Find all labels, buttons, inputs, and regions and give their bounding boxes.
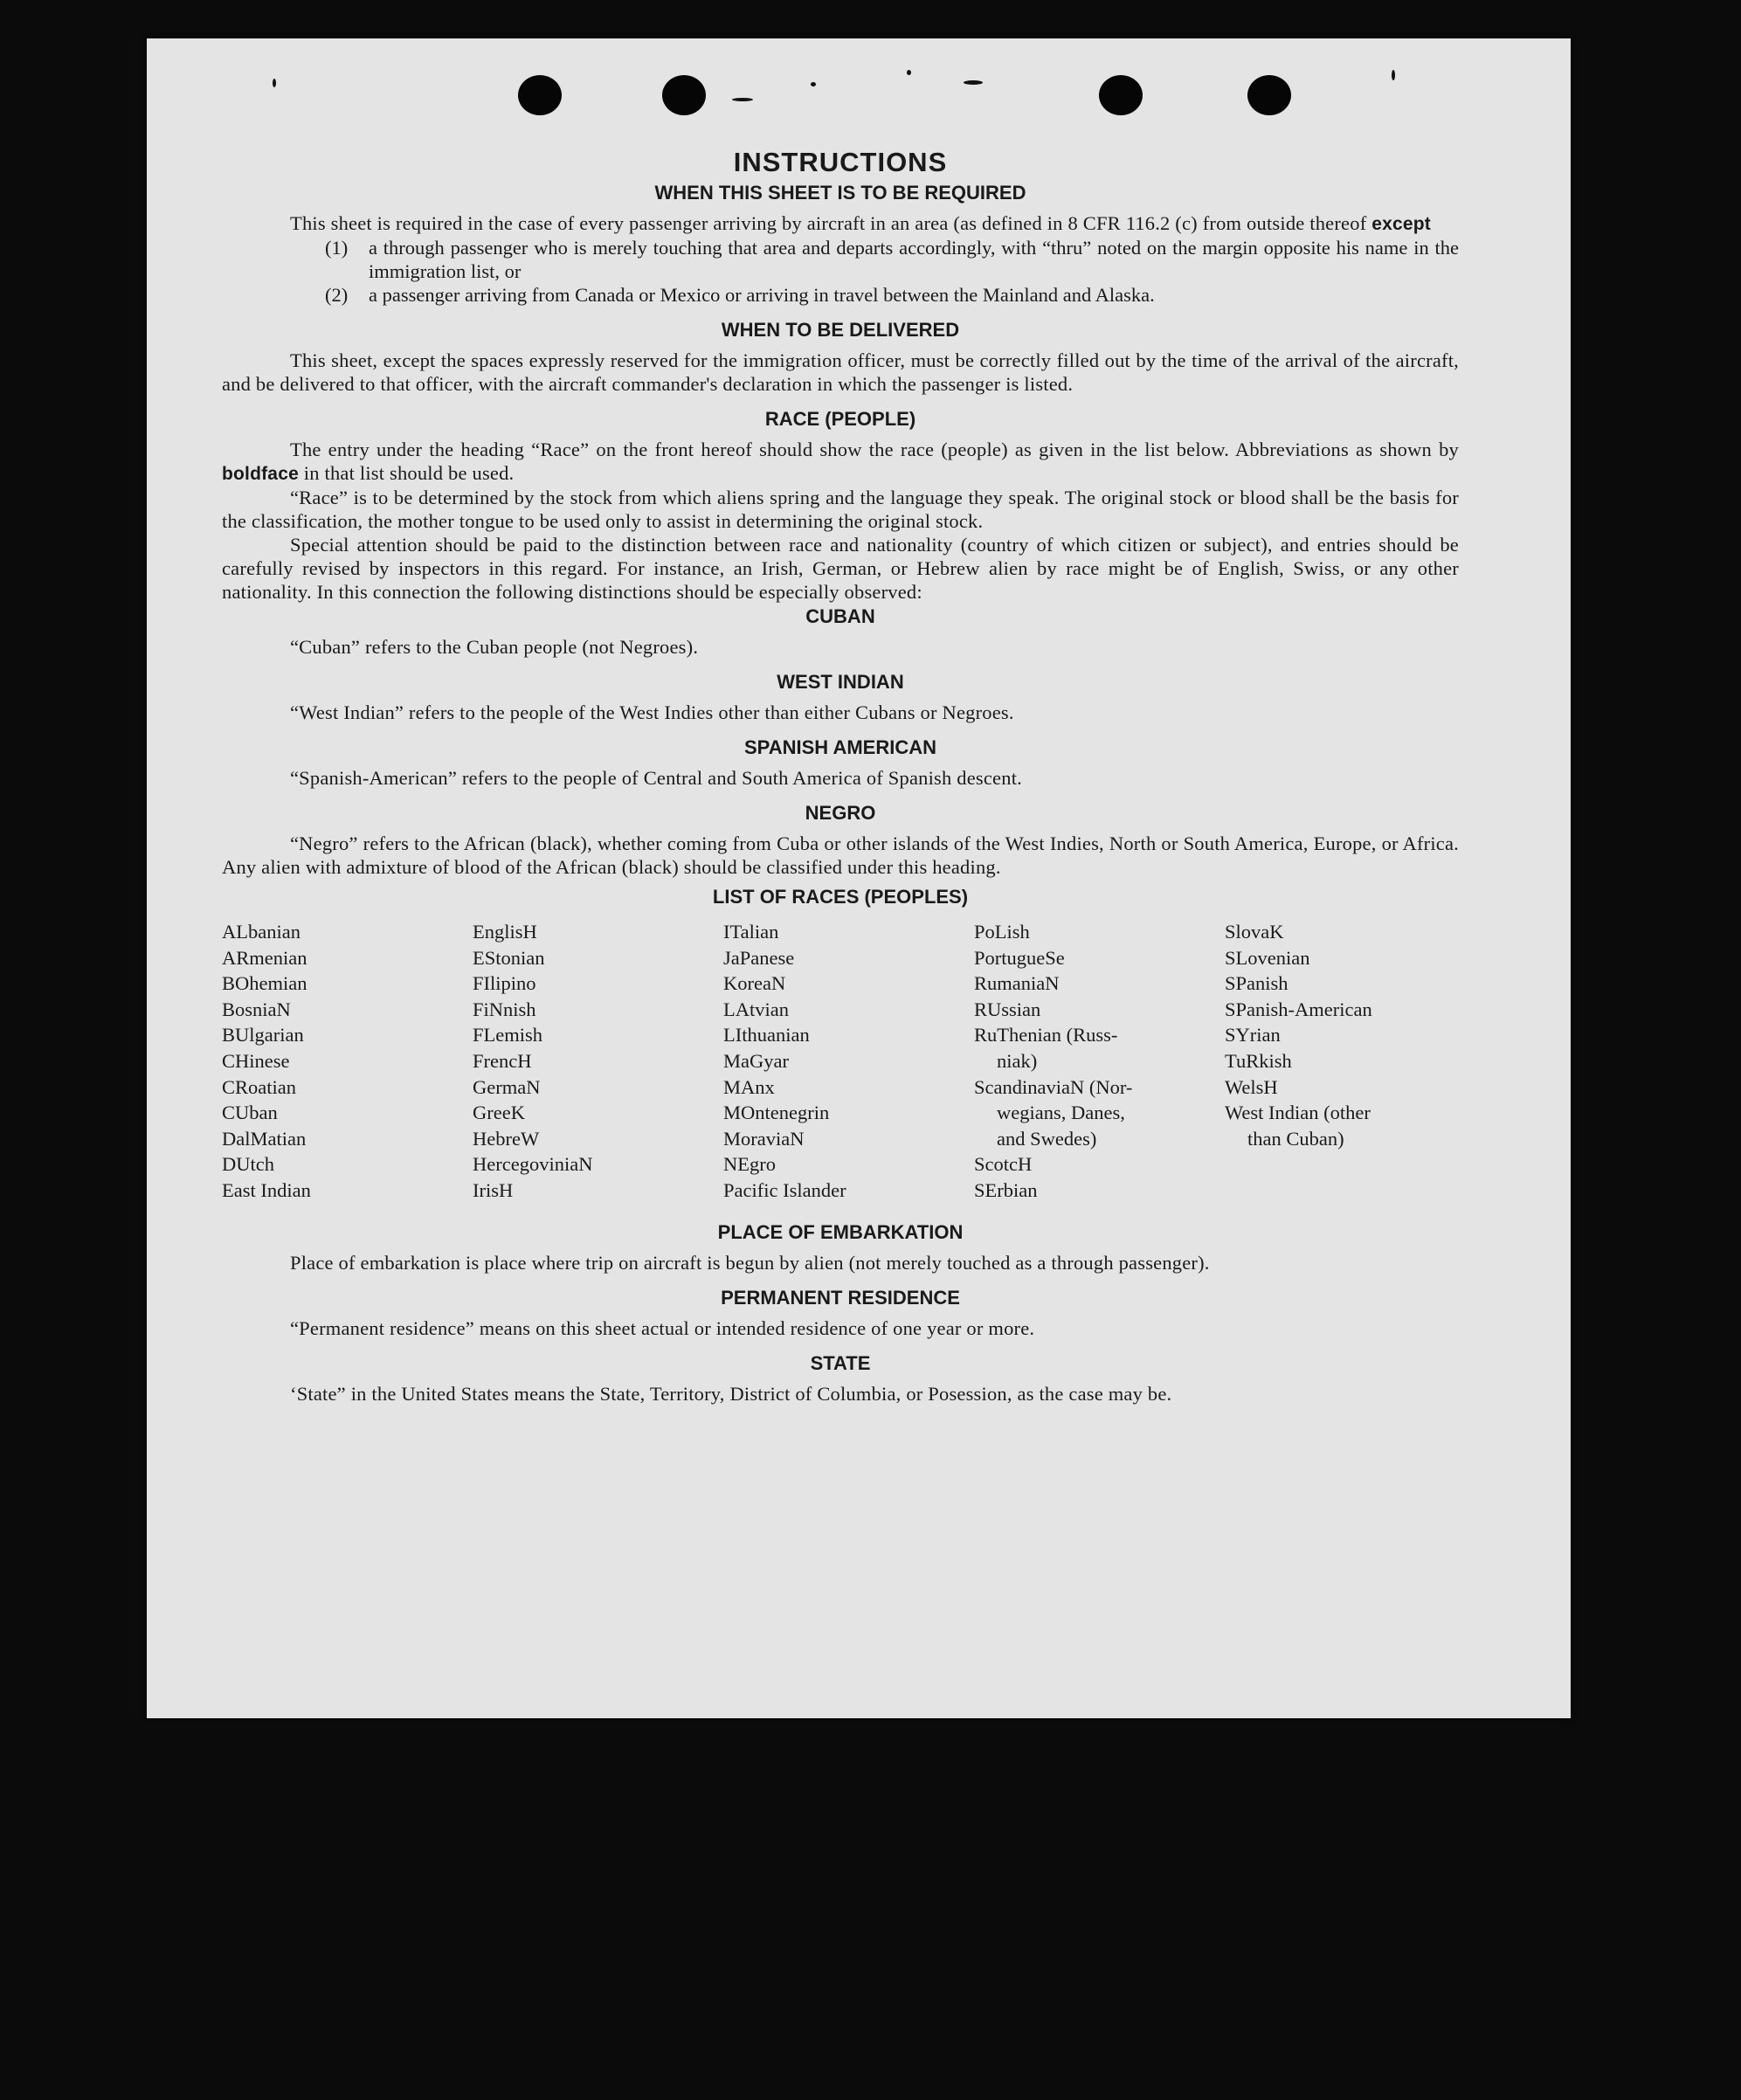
race-entry: SYrian [1225, 1024, 1281, 1047]
race-entry: RumaniaN [974, 972, 1060, 995]
race-entry: BosniaN [222, 998, 291, 1020]
races-column-4 [974, 919, 1225, 1204]
race-entry: EnglisH [473, 921, 537, 943]
heading-cuban: CUBAN [805, 605, 875, 627]
bold-boldface: boldface [222, 464, 299, 484]
heading-state: STATE [810, 1351, 871, 1374]
race-entry: CUban [222, 1102, 278, 1124]
race-entry: DalMatian [222, 1127, 307, 1150]
paragraph-when-delivered: This sheet, except the spaces expressly reserved for the immigration officer, must be correctly filled out by the time of the arrival of the aircraft, and be delivered to that officer, with the aircraft commander's declaration in which the passenger is listed. [222, 349, 1459, 395]
race-entry: ALbanian [222, 921, 301, 943]
paragraph-race-2: “Race” is to be determined by the stock from which aliens spring and the language they speak. The original stock or blood shall be the basis for the classification, the mother tongue to be used only to assist in determining the original stock. [222, 487, 1459, 532]
heading-when-delivered: WHEN TO BE DELIVERED [721, 319, 960, 341]
race-entry: BUlgarian [222, 1024, 304, 1047]
race-entry: LIthuanian [723, 1024, 810, 1047]
instructions-content [222, 145, 1459, 1406]
race-entry: MoraviaN [723, 1127, 805, 1150]
paragraph-state: ‘State” in the United States means the State, Territory, District of Columbia, or Posession, as the case may be. [290, 1382, 1172, 1405]
bold-except: except [1371, 214, 1431, 234]
heading-permanent-residence: PERMANENT RESIDENCE [721, 1286, 960, 1309]
paragraph-west-indian: “West Indian” refers to the people of the West Indies other than either Cubans or Negroes. [290, 701, 1014, 723]
race-entry: SLovenian [1225, 946, 1310, 969]
race-entry: FiNnish [473, 998, 536, 1020]
scan-speck [811, 82, 816, 86]
race-entry-continued: wegians, Danes, [997, 1102, 1125, 1124]
race-entry-continued: and Swedes) [997, 1127, 1097, 1150]
heading-when-required: WHEN THIS SHEET IS TO BE REQUIRED [654, 182, 1026, 204]
race-entry: SPanish-American [1225, 998, 1372, 1020]
race-entry: SlovaK [1225, 921, 1284, 943]
race-entry: FLemish [473, 1024, 543, 1047]
document-sheet [147, 38, 1571, 1718]
race-entry: FrencH [473, 1049, 532, 1072]
punch-hole [662, 75, 706, 115]
page-title: INSTRUCTIONS [733, 147, 948, 177]
paragraph-race-3: Special attention should be paid to the distinction between race and nationality (country of which citizen or subject), and entries should be carefully revised by inspectors in this regard. For instance, an Irish, German, or Hebrew alien by race might be of English, Swiss, or any other nationality. In this connection the following distinctions should be especially observed: [222, 534, 1459, 603]
punch-hole [518, 75, 562, 115]
race-entry: FIlipino [473, 972, 536, 995]
races-column-3 [723, 919, 974, 1204]
race-entry-continued: than Cuban) [1247, 1127, 1344, 1150]
scan-speck [907, 70, 911, 75]
race-entry: LAtvian [723, 998, 789, 1020]
races-column-2 [473, 919, 723, 1204]
heading-spanish-american: SPANISH AMERICAN [743, 736, 936, 758]
heading-race: RACE (PEOPLE) [764, 408, 916, 430]
race-entry: ScotcH [974, 1153, 1033, 1176]
race-entry: EStonian [473, 946, 545, 969]
punch-hole [1247, 75, 1291, 115]
race-entry: BOhemian [222, 972, 307, 995]
race-entry: PortugueSe [974, 946, 1065, 969]
race-entry: HebreW [473, 1127, 540, 1150]
race-entry: IrisH [473, 1178, 514, 1201]
race-entry: CHinese [222, 1049, 290, 1072]
races-list [222, 919, 1459, 1204]
exception-item: (2) a passenger arriving from Canada or Mexico or arriving in travel between the Mainland and Alaska. [325, 284, 1155, 306]
paragraph-negro: “Negro” refers to the African (black), whether coming from Cuba or other islands of the West Indies, North or South America, Europe, or Africa. Any alien with admixture of blood of the African (black) should be classified under this heading. [222, 832, 1459, 878]
race-entry: KoreaN [723, 972, 786, 995]
race-entry: ITalian [723, 921, 779, 943]
paragraph-race-1: The entry under the heading “Race” on the front hereof should show the race (people) as given in the list below. Abbreviations as shown by boldface in that list should be used. [222, 439, 1459, 484]
heading-west-indian: WEST INDIAN [777, 671, 904, 693]
race-entry: RuThenian (Russ- [974, 1024, 1118, 1047]
race-entry: SPanish [1225, 972, 1288, 995]
race-entry: NEgro [723, 1153, 776, 1176]
race-entry: JaPanese [723, 946, 795, 969]
race-entry: MaGyar [723, 1049, 789, 1072]
scan-speck [732, 98, 753, 101]
heading-list-of-races: LIST OF RACES (PEOPLES) [712, 886, 969, 908]
race-entry: East Indian [222, 1178, 311, 1201]
race-entry: Pacific Islander [723, 1178, 846, 1201]
race-entry: ScandinaviaN (Nor- [974, 1075, 1133, 1098]
race-entry: West Indian (other [1225, 1102, 1371, 1124]
race-entry: CRoatian [222, 1075, 296, 1098]
paragraph-embarkation: Place of embarkation is place where trip on aircraft is begun by alien (not merely touched as a through passenger). [290, 1251, 1210, 1274]
race-entry: MOntenegrin [723, 1102, 830, 1124]
heading-negro: NEGRO [805, 802, 876, 824]
race-entry: MAnx [723, 1075, 775, 1098]
race-entry: DUtch [222, 1153, 274, 1176]
race-entry: ARmenian [222, 946, 307, 969]
races-column-5 [1225, 919, 1459, 1204]
race-entry: PoLish [974, 921, 1030, 943]
exception-item: (1) a through passenger who is merely touching that area and departs accordingly, with “thru” noted on the margin opposite his name in the immigration list, or [325, 237, 1459, 282]
race-entry: GreeK [473, 1102, 525, 1124]
paragraph-cuban: “Cuban” refers to the Cuban people (not Negroes). [290, 636, 699, 658]
race-entry: HercegoviniaN [473, 1153, 593, 1176]
race-entry: TuRkish [1225, 1049, 1292, 1072]
races-column-1 [222, 919, 473, 1204]
punch-hole [1099, 75, 1143, 115]
paragraph-permanent-residence: “Permanent residence” means on this sheet actual or intended residence of one year or more. [290, 1316, 1035, 1339]
race-entry: GermaN [473, 1075, 541, 1098]
race-entry-continued: niak) [997, 1049, 1038, 1072]
paragraph-when-required: This sheet is required in the case of every passenger arriving by aircraft in an area (as defined in 8 CFR 116.2 (c) from outside thereof except [290, 212, 1431, 234]
race-entry: SErbian [974, 1178, 1038, 1201]
scan-speck [1392, 70, 1395, 80]
scan-speck [964, 80, 983, 85]
race-entry: WelsH [1225, 1075, 1278, 1098]
heading-embarkation: PLACE OF EMBARKATION [717, 1220, 964, 1243]
race-entry: RUssian [974, 998, 1041, 1020]
scan-speck [273, 79, 276, 87]
paragraph-spanish-american: “Spanish-American” refers to the people of Central and South America of Spanish descent. [290, 767, 1022, 789]
